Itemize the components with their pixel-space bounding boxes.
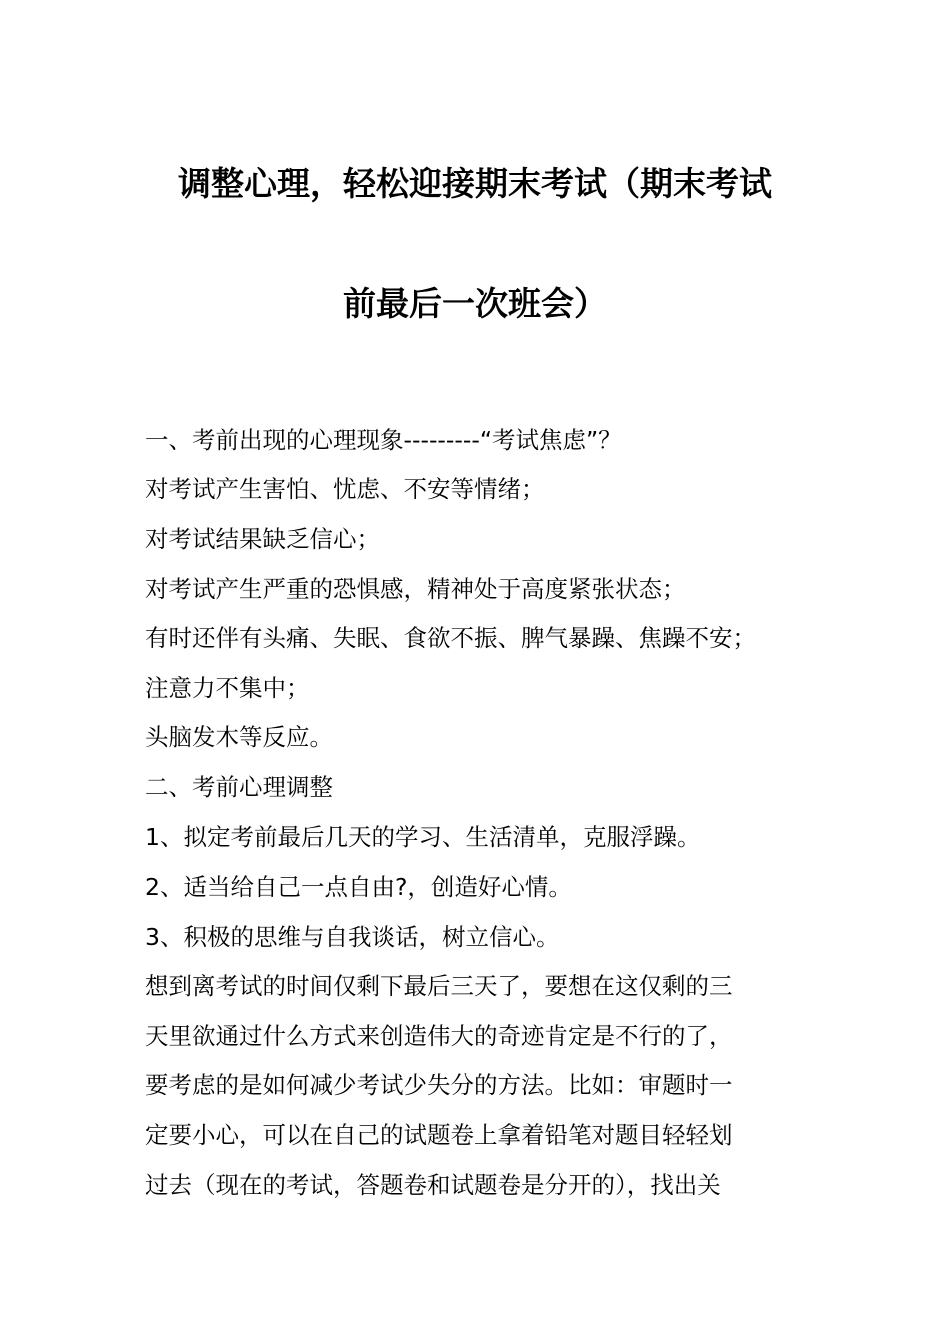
- body-line: 有时还伴有头痛、失眠、食欲不振、脾气暴躁、焦躁不安；: [145, 624, 756, 652]
- paragraph-line: 定要小心，可以在自己的试题卷上拿着铅笔对题目轻轻划: [145, 1121, 733, 1149]
- body-line: 对考试产生严重的恐惧感，精神处于高度紧张状态；: [145, 575, 686, 603]
- list-item: 3、积极的思维与自我谈话，树立信心。: [145, 923, 560, 951]
- paragraph-line: 要考虑的是如何减少考试少失分的方法。比如：审题时一: [145, 1071, 733, 1099]
- paragraph-line: 想到离考试的时间仅剩下最后三天了，要想在这仅剩的三: [145, 972, 733, 1000]
- list-item: 2、适当给自己一点自由?，创造好心情。: [145, 873, 572, 901]
- list-item: 1、拟定考前最后几天的学习、生活清单，克服浮躁。: [145, 823, 701, 851]
- document-title-line-1: 调整心理，轻松迎接期末考试（期末考试: [178, 164, 772, 203]
- body-line: 对考试结果缺乏信心；: [145, 525, 380, 553]
- paragraph-line: 过去（现在的考试，答题卷和试题卷是分开的），找出关: [145, 1171, 721, 1199]
- body-line: 注意力不集中；: [145, 674, 310, 702]
- body-line: 头脑发木等反应。: [145, 723, 333, 751]
- section-heading-1: 一、考前出现的心理现象---------“考试焦虑”？: [145, 426, 622, 454]
- document-title-line-2: 前最后一次班会）: [343, 284, 607, 323]
- paragraph-line: 天里欲通过什么方式来创造伟大的奇迹肯定是不行的了，: [145, 1022, 733, 1050]
- section-heading-2: 二、考前心理调整: [145, 773, 333, 801]
- body-line: 对考试产生害怕、忧虑、不安等情绪；: [145, 475, 545, 503]
